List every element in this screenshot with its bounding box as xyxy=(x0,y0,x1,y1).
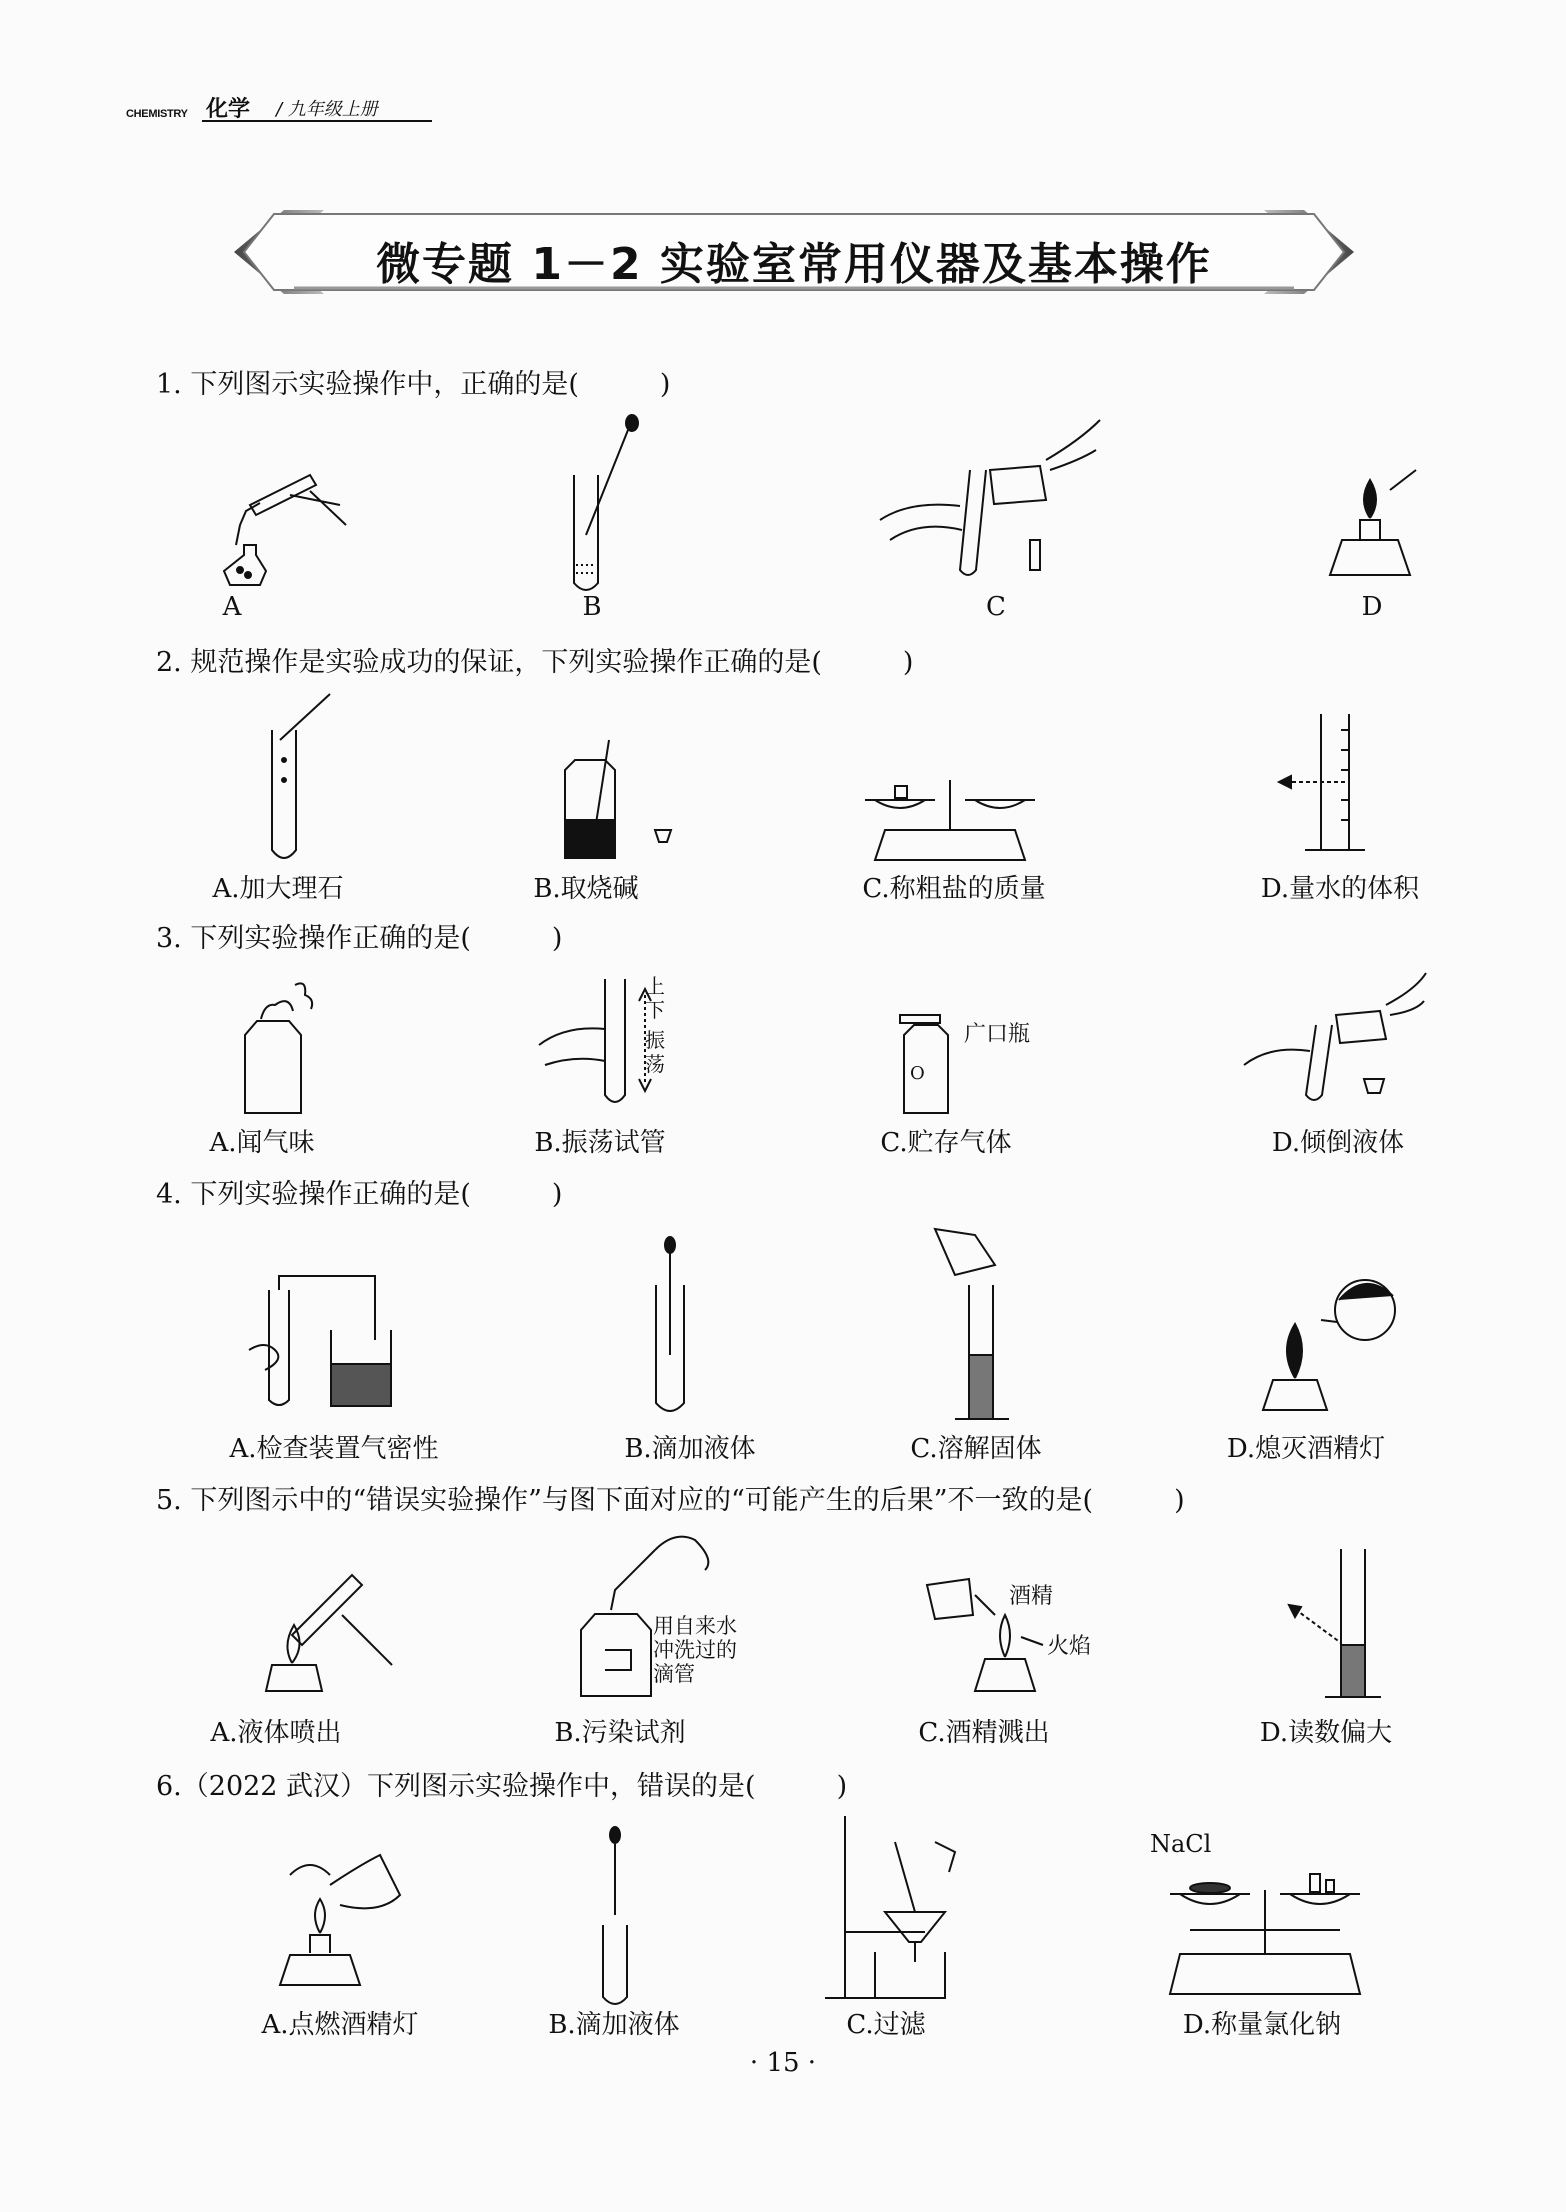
q5-option-b: B.污染试剂 xyxy=(554,1718,686,1748)
q2-c-figure xyxy=(855,760,1045,870)
q4-a-figure xyxy=(245,1260,395,1410)
q5-c-alcohol: 酒精 xyxy=(1009,1584,1054,1609)
q6-b-figure xyxy=(595,1825,645,2005)
q3-option-d: D.倾倒液体 xyxy=(1271,1128,1405,1158)
q3-option-b: B.振荡试管 xyxy=(534,1128,666,1158)
q2-b-figure xyxy=(555,730,685,860)
q3-option-c: C.贮存气体 xyxy=(880,1128,1012,1158)
q1-b-figure xyxy=(560,415,650,595)
q6-option-d: D.称量氯化钠 xyxy=(1182,2010,1342,2040)
q4-d-figure xyxy=(1255,1270,1415,1420)
q5-d-figure xyxy=(1285,1545,1395,1705)
q2-d-figure xyxy=(1265,710,1385,860)
q5-b-figure xyxy=(575,1530,775,1700)
q3-c-bottle: 广口瓶 xyxy=(964,1022,1031,1047)
header-english: CHEMISTRY xyxy=(126,108,188,120)
q2-option-b: B.取烧碱 xyxy=(533,874,639,904)
q4-option-a: A.检查装置气密性 xyxy=(229,1434,439,1464)
q4-option-c: C.溶解固体 xyxy=(910,1434,1042,1464)
header-grade: / 九年级上册 xyxy=(276,99,378,120)
q5-b-note-2: 冲洗过的 xyxy=(653,1638,737,1662)
q5-b-note-1: 用自来水 xyxy=(653,1614,737,1638)
q1-d-figure xyxy=(1320,460,1420,590)
q4-option-b: B.滴加液体 xyxy=(624,1434,756,1464)
q1-a-figure xyxy=(200,455,350,595)
q3-d-figure xyxy=(1240,965,1430,1115)
q1-c-figure xyxy=(870,410,1100,580)
q3-a-figure xyxy=(235,975,335,1115)
q5-c-flame: 火焰 xyxy=(1047,1634,1092,1659)
q6-a-figure xyxy=(270,1845,410,1995)
q6-option-a: A.点燃酒精灯 xyxy=(261,2010,419,2040)
page-number: · 15 · xyxy=(749,2048,817,2078)
q2-option-a: A.加大理石 xyxy=(212,874,344,904)
q4-b-figure xyxy=(640,1235,700,1415)
q6-d-figure xyxy=(1150,1830,1380,2000)
q5-option-c: C.酒精溅出 xyxy=(918,1718,1050,1748)
question-5: 5. 下列图示中的“错误实验操作”与图下面对应的“可能产生的后果”不一致的是( ) xyxy=(156,1485,1185,1516)
q3-option-a: A.闻气味 xyxy=(209,1128,315,1158)
header-subject: 化学 xyxy=(206,97,251,122)
q1-option-c: C xyxy=(986,592,1006,622)
question-3: 3. 下列实验操作正确的是( ) xyxy=(156,923,563,954)
question-6: 6.（2022 武汉）下列图示实验操作中，错误的是( ) xyxy=(156,1771,848,1802)
q6-c-figure xyxy=(815,1812,965,2002)
q6-option-b: B.滴加液体 xyxy=(548,2010,680,2040)
q1-option-a: A xyxy=(222,592,242,622)
q3-c-figure xyxy=(890,1005,1050,1115)
q4-c-figure xyxy=(925,1225,1025,1425)
q5-a-figure xyxy=(262,1555,402,1695)
question-1: 1. 下列图示实验操作中，正确的是( ) xyxy=(156,369,671,400)
header-rule xyxy=(202,120,432,122)
q6-option-c: C.过滤 xyxy=(846,2010,926,2040)
q1-option-b: B xyxy=(582,592,602,622)
q3-b-note-1: 上 xyxy=(645,974,665,998)
q6-d-nacl: NaCl xyxy=(1150,1830,1212,1858)
question-4: 4. 下列实验操作正确的是( ) xyxy=(156,1179,563,1210)
page-title: 微专题 1－2 实验室常用仪器及基本操作 xyxy=(376,239,1212,290)
q3-b-note-4: 荡 xyxy=(645,1052,665,1076)
q5-c-figure xyxy=(925,1575,1105,1695)
q3-c-gas: O xyxy=(910,1063,925,1084)
q2-a-figure xyxy=(250,690,350,860)
q1-option-d: D xyxy=(1361,592,1383,622)
q2-option-d: D.量水的体积 xyxy=(1260,874,1420,904)
question-2: 2. 规范操作是实验成功的保证，下列实验操作正确的是( ) xyxy=(156,647,914,678)
q5-option-a: A.液体喷出 xyxy=(210,1718,342,1748)
q5-option-d: D.读数偏大 xyxy=(1259,1718,1393,1748)
page-header xyxy=(126,92,432,122)
q3-b-note-3: 振 xyxy=(645,1028,665,1052)
q2-option-c: C.称粗盐的质量 xyxy=(862,874,1046,904)
q4-option-d: D.熄灭酒精灯 xyxy=(1226,1434,1386,1464)
q3-b-figure xyxy=(535,975,675,1115)
q3-b-note-2: 下 xyxy=(645,998,665,1022)
q5-b-note-3: 滴管 xyxy=(653,1662,695,1686)
title-banner xyxy=(234,210,1354,294)
